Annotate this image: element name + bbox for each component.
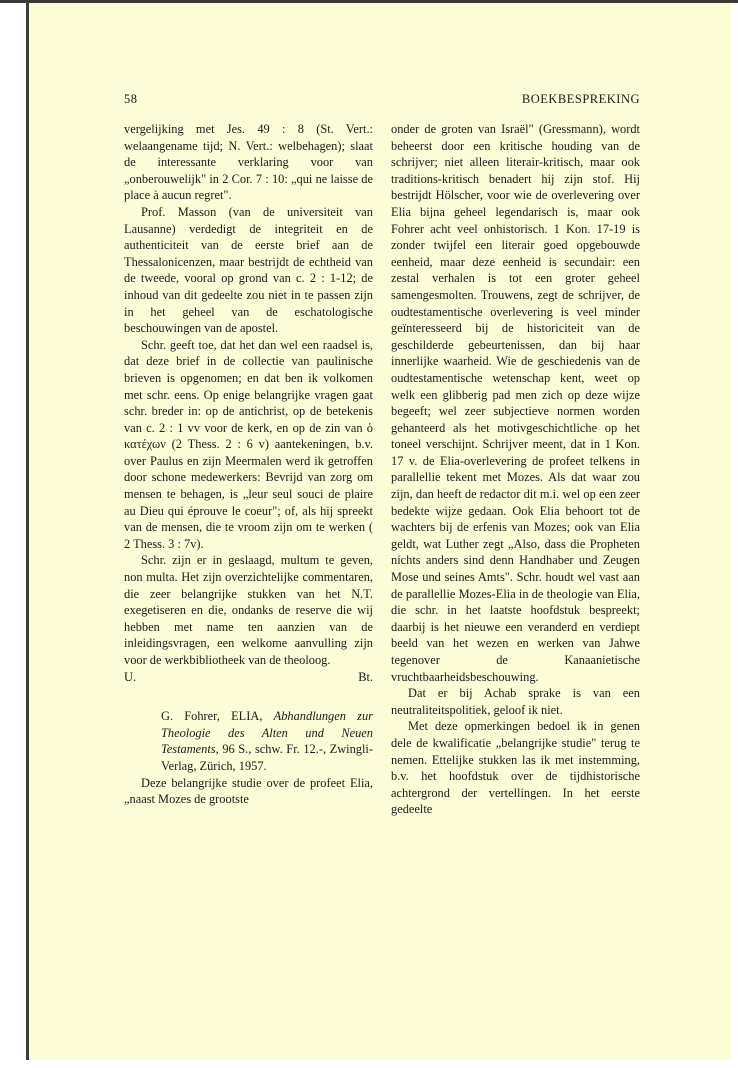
paragraph: Schr. geeft toe, dat het dan wel een raadsel is, dat deze brief in de collectie van paulinische brieven is opgenomen; en dat ben ik volkomen met schr. eens. Op enige belangrijke vragen gaat schr. breder in: op de antichrist, op de betekenis van c. 2 : 1 vv voor de kerk, en op de zin van ὁ κατέχων (2 Thess. 2 : 6 v) aantekeningen, b.v. over Paulus en zijn Meermalen werd ik getroffen door schone medewerkers: Bevrijd van zorg om mensen te behagen, is „leur seul souci de plaire au Dieu qui éprouve le coeur"; of, als hij spreekt van de mensen, die te vroom zijn om te werken ( 2 Thess. 3 : 7v). [124, 337, 373, 551]
running-header [124, 92, 640, 110]
book-reference-text [161, 708, 373, 774]
book-author: G. Fohrer, ELIA, [161, 709, 263, 724]
right-column [391, 121, 640, 818]
paragraph: vergelijking met Jes. 49 : 8 (St. Vert.: welaangename tijd; N. Vert.: welbehagen); slaat de interessante verklaring voor van „onberouwelijk" in 2 Cor. 7 : 10: „qui ne laisse de place à aucun regret". [124, 122, 373, 203]
paragraph: Dat er bij Achab sprake is van een neutraliteitspolitiek, geloof ik niet. [391, 686, 640, 717]
signature-left: U. [124, 669, 137, 684]
paragraph: Schr. zijn er in geslaagd, multum te geven, non multa. Het zijn overzichtelijke commentaren, die zeer belangrijke stukken van het N.T. exegetiseren en die, ondanks de reserve die wij hebben met name ten aanzien van de inleidingsvragen, een welkome aanvulling zijn voor de werkbibliotheek van de theoloog. [124, 553, 373, 667]
left-column [124, 121, 373, 808]
book-reference [124, 708, 373, 774]
paragraph: Deze belangrijke studie over de profeet Elia, „naast Mozes de grootste [124, 775, 373, 807]
book-publication-details: 96 S., schw. Fr. 12.-, Zwingli-Verlag, Zürich, 1957. [161, 742, 373, 773]
paragraph: Met deze opmerkingen bedoel ik in genen dele de kwalificatie „belangrijke studie" terug te nemen. Ettelijke stukken las ik met instemming, b.v. het hoofdstuk over de tijdhistorische achtergrond der vertellingen. In het eerste gedeelte [391, 719, 640, 817]
paragraph: Prof. Masson (van de universiteit van Lausanne) verdedigt de integriteit en de authenticiteit van de eerste brief aan de Thessalonicenzen, maar bestrijdt de echtheid van de tweede, vooral op grond van c. 2 : 1-12; de inhoud van dit gedeelte zou niet in te passen zijn in het geheel van de eschatologische beschouwingen van de apostel. [124, 204, 373, 336]
paragraph: onder de groten van Israël" (Gressmann), wordt beheerst door een kritische houding van de schrijver; niet alleen literair-kritisch, maar ook traditions-kritisch benadert hij zijn stof. Hij bestrijdt Hölscher, voor wie de overlevering over Elia bijna geheel legendarisch is, maar ook Fohrer acht veel onhistorisch. 1 Kon. 17-19 is zonder twijfel een literair goed opgebouwde eenheid, maar deze eenheid is secundair: een zestal verhalen is tot een groter geheel samengesmolten. Trouwens, zegt de schrijver, de oudtestamentische overlevering is veel minder geïnteresseerd bij de historiciteit van de geschilderde gebeurtenissen, dan bij haar innerlijke waarheid. Wie de geschiedenis van de oudtestamentische wetenschap kent, weet op welk een glibberig pad men zich op deze wijze begeeft; wel zeer subjectieve normen worden gehanteerd als het motivgeschichtliche op het toneel verschijnt. Schrijver meent, dat in 1 Kon. 17 v. de Elia-overlevering de profeet telkens in parallellie tekent met Mozes. Als dat waar zou zijn, dan heeft de redactor dit m.i. wel op een zeer bedekte wijze gedaan. Ook Elia behoort tot de wachters bij de erfenis van Mozes; ook van Elia geldt, wat Luther zegt „Also, dass die Propheten nichts anders sind denn Handhaber und Zeugen Mose und seines Amts". Schr. houdt wel vast aan de parallellie Mozes-Elia in de theologie van Elia, die schr. in het laatste hoofdstuk bespreekt; daarbij is het nieuwe een veranderd en verdiept beeld van het wezen en werken van Jahwe tegenover de Kanaanietische vruchtbaarheidsbeschouwing. [391, 122, 640, 684]
signature-right: Bt. [358, 669, 373, 684]
book-series-title: Abhandlungen zur Theologie des Alten und Neuen Testaments, [161, 709, 373, 757]
page-number: 58 [124, 92, 138, 106]
review-signature [124, 669, 373, 686]
running-title: BOEKBESPREKING [521, 92, 640, 106]
